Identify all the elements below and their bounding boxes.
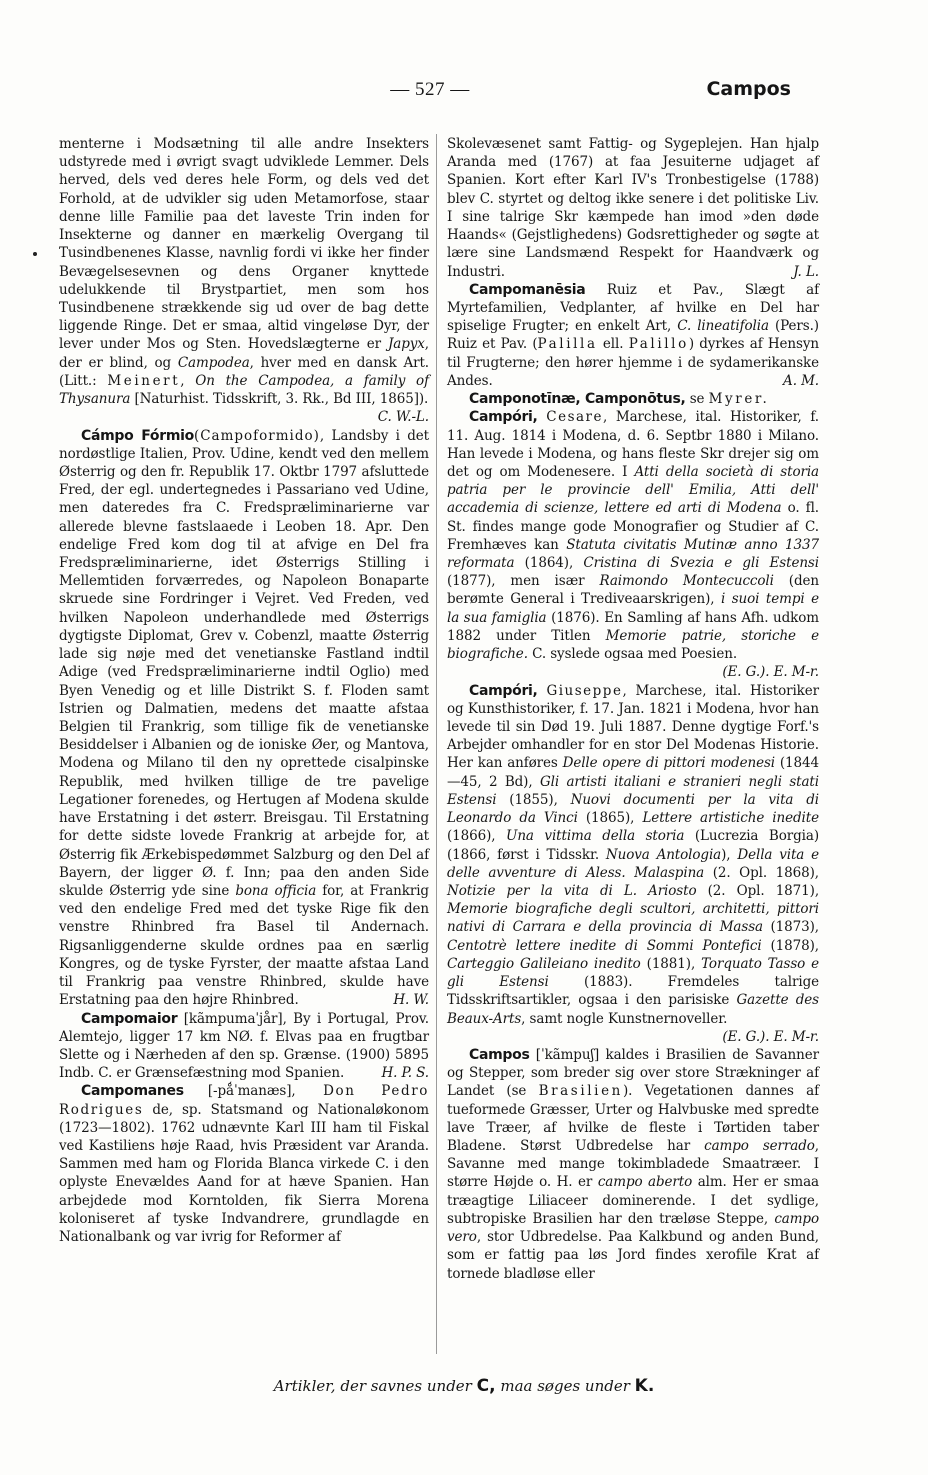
- entry-campomanes: Campomanes [-pǻˈmanæs], Don Pedro Rodrigues de, sp. Statsmand og Nationaløkonom (1723—1802). 1762 udnævnte Karl III ham til Fiskal ved Kastiliens høje Raad, hvis Præsident var Aranda. Sammen med ham og Florida Blanca virkede C. i den oplyste Enevældes Aand for at hæve Spanien. Han arbejdede mod Korntolden, fik Sierra Morena koloniseret af tyske Indvandrere, grundlagde en Nationalbank og var ivrig for Reformer af: [59, 1083, 429, 1246]
- entry-headword: Camponotīnæ, Camponōtus,: [469, 391, 686, 408]
- entry-campo-formio: Cámpo Fórmio(Campoformido), Landsby i det nordøstlige Italien, Prov. Udine, kendt ved den mellem Østerrig og den fr. Republik 17. Oktbr 1797 afsluttede Fred, der egl. undertegnedes i Passariano ved Udine, men dateredes fra C. Fredspræliminarierne var allerede blevne fastslaaede i Leoben 18. Apr. Den endelige Fred kom dog til at afvige en Del fra Fredspræliminarierne, idet Østerrigs Stilling i Mellemtiden forværredes, og Napoleon Bonaparte skruede sine Fordringer i Vejret. Ved Freden, ved hvilken Napoleon underhandlede med Østerrigs dygtigste Diplomat, Grev v. Cobenzl, maatte Østerrig lade sig nøje med det venetianske Fastland indtil Adige (ved Fredspræliminarierne indtil Oglio) med Byen Venedig og et lille Distrikt S. f. Floden samt Istrien og Dalmatien, medens det maatte afstaa Belgien til Frankrig, som tillige fik de venetianske Besiddelser i Albanien og de ioniske Øer, og Mantova, Modena og Milano til den ny oprettede cisalpinske Republik, med hvilken tillige de tre pavelige Legationer forenedes, og Hertugen af Modena skulde have Erstatning i det østerr. Breisgau. Til Erstatning for dette sidste lovede Frankrig at arbejde for, at Østerrig fik Ærkebispedømmet Salzburg og den Del af Bayern, der ligger Ø. f. Inn; paa den anden Side skulde Østerrig yde sine bona officia for, at Frankrig ved den endelige Fred med det tyske Rige fik den venstre Rhinbred fra Basel til Andernach. Rigsanliggenderne skulde ordnes paa en særlig Kongres, og de tyske Fyrster, der maatte afstaa Land til Frankrig paa venstre Rhinbred, skulde have Erstatning paa den højre Rhinbred. H. W.: [59, 427, 430, 1009]
- entry-camponotinae: Camponotīnæ, Camponōtus, se Myrer.: [469, 391, 770, 408]
- entry-headword: Campóri,: [469, 409, 538, 426]
- cross-reference-footer: Artikler, der savnes under C, maa søges under K.: [273, 1376, 655, 1396]
- author-signature: A. M.: [783, 372, 819, 389]
- author-signature: C. W.-L.: [377, 409, 429, 426]
- entry-campomaior: Campomaior [kãmpumaˈjår], By i Portugal, Prov. Alemtejo, ligger 17 km NØ. f. Elvas paa en frugtbar Slette og i Nærheden af den sp. Grænse. (1900) 5895 Indb. C. er Grænsefæstning mod Spanien. H. P. S.: [59, 1010, 429, 1082]
- right-column: [447, 135, 819, 1283]
- entry-continuation: menterne i Modsætning til alle andre Insekters udstyrede med i øvrigt svagt udviklede Lemmer. Dels herved, dels ved deres hele Form, og dels ved det Forhold, at de udvikler sig uden Metamorfose, staar denne lille Familie paa det laveste Trin inden for Insekterne og danner en mærkelig Overgang til Tusindbenenes Klasse, navnlig fordi vi ikke her finder Bevægelsesevnen og dens Organer knyttede udelukkende til Brystpartiet, men som hos Tusindbenene strækkende sig ud over de bag dette liggende Ringe. Det er smaa, altid vingeløse Dyr, der lever under Mos og Sten. Hovedslægterne er Japyx, der er blind, og Campodea, hver med en dansk Art. (Litt.: Meinert, On the Campodea, a family of Thysanura [Naturhist. Tidsskrift, 3. Rk., Bd III, 1865]). C. W.-L.: [59, 136, 429, 426]
- entry-campori-giuseppe: Campóri, Giuseppe, Marchese, ital. Historiker og Kunsthistoriker, f. 17. Jan. 1821 i Modena, hvor han levede til sin Død 19. Juli 1887. Denne dygtige Forf.'s Arbejder omhandler for en stor Del Modenas Historie. Her kan anføres Delle opere di pittori modenesi (1844—45, 2 Bd), Gli artisti italiani e stranieri negli stati Estensi (1855), Nuovi documenti per la vita di Leonardo da Vinci (1865), Lettere artistiche inedite (1866), Una vittima della storia (Lucrezia Borgia) (1866, først i Tidsskr. Nuova Antologia), Della vita e delle avventure di Aless. Malaspina (2. Opl. 1868), Notizie per la vita di L. Ariosto (2. Opl. 1871), Memorie biografiche degli scultori, architetti, pittori nativi di Carrara e della provincia di Massa (1873), Centotrè lettere inedite di Sommi Pontefici (1878), Carteggio Galileiano inedito (1881), Torquato Tasso e gli Estensi (1883). Fremdeles talrige Tidsskriftsartikler, ogsaa i den parisiske Gazette des Beaux-Arts, samt nogle Kunstnernoveller. (E. G.). E. M-r.: [447, 682, 820, 1045]
- left-column: [59, 135, 429, 1246]
- author-signature: H. W.: [393, 992, 429, 1009]
- running-headword: Campos: [706, 78, 791, 100]
- author-signature: H. P. S.: [381, 1065, 429, 1082]
- column-divider: [436, 134, 437, 1354]
- entry-headword: Campomaior: [81, 1010, 178, 1027]
- entry-headword: Cámpo Fórmio: [81, 427, 194, 444]
- author-signature: J. L.: [793, 263, 819, 280]
- entry-campos: Campos [ˈkãmpuʃ] kaldes i Brasilien de Savanner og Stepper, som breder sig over store Strækninger af Landet (se Brasilien). Vegetationen dannes af tueformede Græsser, Urter og Halvbuske med spredte lave Træer, af hvilke de fleste i Tørtiden taber Bladene. Størst Udbredelse har campo serrado, Savanne med mange tokimbladede Smaatræer. I større Højde o. H. er campo aberto alm. Her er smaa træagtige Liliaceer dominerende. I det sydlige, subtropiske Brasilien har den træløse Steppe, campo vero, stor Udbredelse. Paa Kalkbund og anden Bund, som er fattig paa løs Jord findes xerofile Krat af tornede bladløse eller: [447, 1046, 819, 1282]
- entry-headword: Campomanēsia: [469, 281, 586, 298]
- entry-headword: Campos: [469, 1046, 530, 1063]
- author-signature: (E. G.). E. M-r.: [722, 1028, 819, 1045]
- entry-headword: Campomanes: [81, 1083, 184, 1100]
- page-number: — 527 —: [390, 79, 470, 100]
- author-signature: (E. G.). E. M-r.: [722, 664, 819, 681]
- entry-campomanesia: Campomanēsia Ruiz et Pav., Slægt af Myrtefamilien, Vedplanter, af hvilke en Del har spiselige Frugter; en enkelt Art, C. lineatifolia (Pers.) Ruiz et Pav. (Palilla ell. Palillo) dyrkes af Hensyn til Frugterne; den hører hjemme i de sydamerikanske Andes. A. M.: [447, 281, 819, 389]
- entry-headword: Campóri,: [469, 682, 538, 699]
- margin-mark: [33, 252, 37, 256]
- entry-campomanes-continued: Skolevæsenet samt Fattig- og Sygeplejen. Han hjalp Aranda med (1767) at faa Jesuiterne udjaget af Spanien. Kort efter Karl IV's Tronbestigelse (1788) blev C. styrtet og deltog ikke senere i det politiske Liv. I sine talrige Skr kæmpede han imod »den døde Haands« (Gejstlighedens) Godsrettigheder og søgte at lære sine Landsmænd Respekt for Haandværk og Industri. J. L.: [447, 136, 819, 280]
- entry-campori-cesare: Campóri, Cesare, Marchese, ital. Historiker, f. 11. Aug. 1814 i Modena, d. 6. Septbr 1880 i Milano. Han levede i Modena, og hans fleste Skr drejer sig om det og om Modenesere. I Atti della società di storia patria per le provincie dell' Emilia, Atti dell' accademia di scienze, lettere ed arti di Modena o. fl. St. findes mange gode Monografier og Studier af C. Fremhæves kan Statuta civitatis Mutinæ anno 1337 reformata (1864), Cristina di Svezia e gli Estensi (1877), men især Raimondo Montecuccoli (den berømte General i Trediveaarskrigen), i suoi tempi e la sua famiglia (1876). En Samling af hans Afh. udkom 1882 under Titlen Memorie patrie, storiche e biografiche. C. syslede ogsaa med Poesien. (E. G.). E. M-r.: [447, 409, 819, 681]
